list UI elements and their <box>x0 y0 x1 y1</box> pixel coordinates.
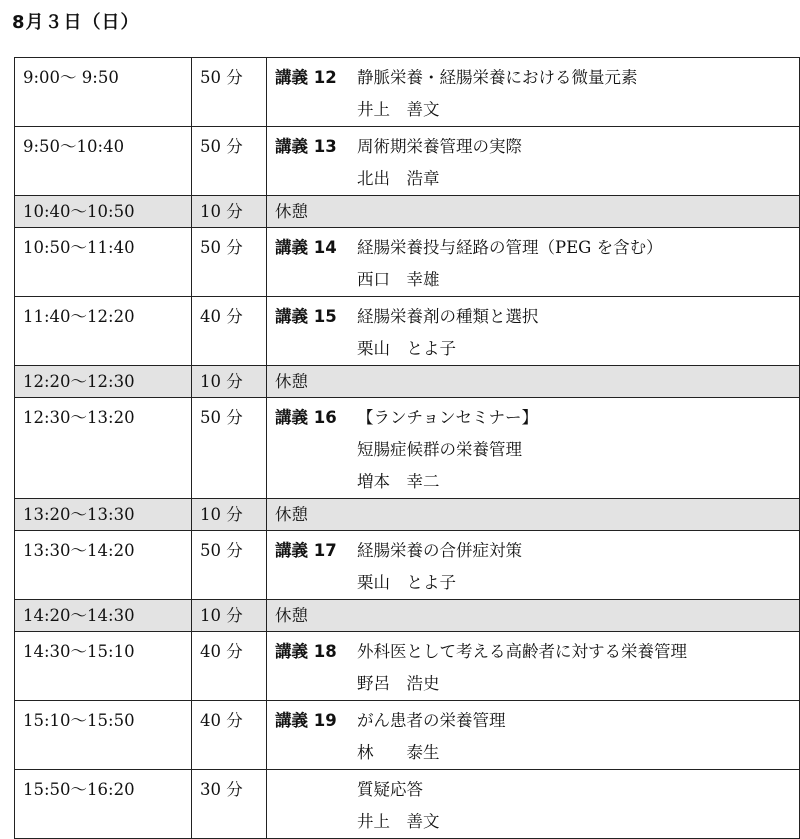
duration-cell: 10 分 <box>192 600 267 632</box>
break-cell: 休憩 <box>267 499 800 531</box>
duration-cell: 40 分 <box>192 297 267 366</box>
description-cell <box>267 531 800 600</box>
duration-cell: 50 分 <box>192 531 267 600</box>
lecture-title: 経腸栄養の合併症対策 <box>357 541 522 560</box>
speaker-name: 栗山 とよ子 <box>357 573 456 592</box>
description-cell <box>267 58 800 127</box>
break-row <box>15 196 800 228</box>
time-cell: 9:00～ 9:50 <box>15 58 192 127</box>
duration-cell: 50 分 <box>192 127 267 196</box>
break-cell: 休憩 <box>267 196 800 228</box>
lecture-title: 周術期栄養管理の実際 <box>357 137 522 156</box>
duration-cell: 50 分 <box>192 58 267 127</box>
speaker-name: 林 泰生 <box>357 743 440 762</box>
session-row <box>15 632 800 701</box>
break-cell: 休憩 <box>267 366 800 398</box>
time-cell: 15:10～15:50 <box>15 701 192 770</box>
lecture-title-line <box>275 232 791 264</box>
lecture-label: 講義 12 <box>275 68 337 87</box>
session-row <box>15 701 800 770</box>
time-cell: 15:50～16:20 <box>15 770 192 839</box>
description-cell <box>267 701 800 770</box>
speaker-name: 北出 浩章 <box>357 169 440 188</box>
lecture-title: がん患者の栄養管理 <box>357 711 506 730</box>
speaker-name: 栗山 とよ子 <box>357 339 456 358</box>
session-row <box>15 58 800 127</box>
duration-cell: 50 分 <box>192 228 267 297</box>
duration-cell: 10 分 <box>192 196 267 228</box>
schedule-body <box>15 58 800 839</box>
lecture-label: 講義 13 <box>275 137 337 156</box>
speaker-name: 西口 幸雄 <box>357 270 440 289</box>
time-cell: 14:20～14:30 <box>15 600 192 632</box>
speaker-name: 井上 善文 <box>357 100 440 119</box>
lecture-title-line <box>275 774 791 806</box>
description-cell <box>267 228 800 297</box>
duration-cell: 30 分 <box>192 770 267 839</box>
session-row <box>15 228 800 297</box>
session-row <box>15 770 800 839</box>
speaker-name: 井上 善文 <box>357 812 440 831</box>
duration-cell: 10 分 <box>192 499 267 531</box>
break-row <box>15 366 800 398</box>
lecture-label: 講義 16 <box>275 408 337 427</box>
lecture-title-line <box>275 535 791 567</box>
page-title: 8月３日（日） <box>12 12 140 33</box>
lecture-title-line <box>275 131 791 163</box>
lecture-label: 講義 18 <box>275 642 337 661</box>
schedule-table <box>14 57 800 839</box>
lecture-title: 経腸栄養投与経路の管理（PEG を含む） <box>357 238 663 257</box>
session-row <box>15 297 800 366</box>
duration-cell: 10 分 <box>192 366 267 398</box>
session-row <box>15 531 800 600</box>
time-cell: 13:30～14:20 <box>15 531 192 600</box>
lecture-title-line <box>275 636 791 668</box>
lecture-title-line <box>275 402 791 434</box>
lecture-label: 講義 15 <box>275 307 337 326</box>
lecture-label: 講義 17 <box>275 541 337 560</box>
description-cell <box>267 127 800 196</box>
description-cell <box>267 297 800 366</box>
time-cell: 10:40～10:50 <box>15 196 192 228</box>
description-cell <box>267 770 800 839</box>
time-cell: 9:50～10:40 <box>15 127 192 196</box>
lecture-title: 質疑応答 <box>357 780 423 799</box>
lecture-title: 経腸栄養剤の種類と選択 <box>357 307 539 326</box>
lecture-title-line <box>275 62 791 94</box>
duration-cell: 40 分 <box>192 632 267 701</box>
break-cell: 休憩 <box>267 600 800 632</box>
lecture-title-line <box>275 705 791 737</box>
time-cell: 10:50～11:40 <box>15 228 192 297</box>
session-row <box>15 127 800 196</box>
time-cell: 14:30～15:10 <box>15 632 192 701</box>
break-row <box>15 600 800 632</box>
lecture-label: 講義 14 <box>275 238 337 257</box>
speaker-name: 増本 幸二 <box>357 472 440 491</box>
duration-cell: 40 分 <box>192 701 267 770</box>
lecture-title: 【ランチョンセミナー】 <box>357 408 539 427</box>
break-row <box>15 499 800 531</box>
description-cell <box>267 632 800 701</box>
speaker-name: 野呂 浩史 <box>357 674 440 693</box>
time-cell: 12:20～12:30 <box>15 366 192 398</box>
time-cell: 13:20～13:30 <box>15 499 192 531</box>
duration-cell: 50 分 <box>192 398 267 499</box>
time-cell: 12:30～13:20 <box>15 398 192 499</box>
description-cell <box>267 398 800 499</box>
time-cell: 11:40～12:20 <box>15 297 192 366</box>
lecture-label: 講義 19 <box>275 711 337 730</box>
lecture-title-line <box>275 301 791 333</box>
session-row <box>15 398 800 499</box>
lecture-title: 静脈栄養・経腸栄養における微量元素 <box>357 68 638 87</box>
lecture-subtitle: 短腸症候群の栄養管理 <box>357 440 522 459</box>
lecture-title: 外科医として考える高齢者に対する栄養管理 <box>357 642 687 661</box>
